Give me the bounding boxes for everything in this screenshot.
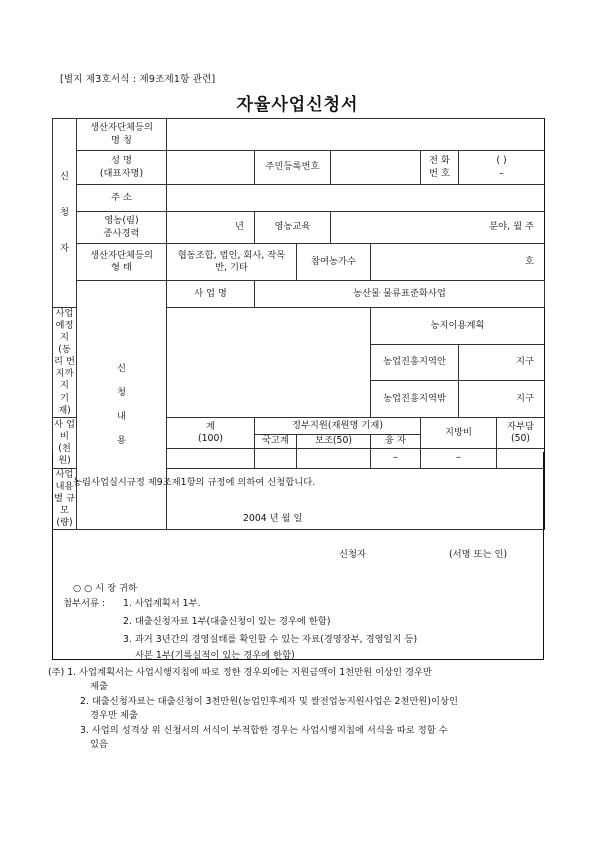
farming-years-field[interactable]: 년 xyxy=(167,212,255,244)
zone-outside-label: 농업진흥지역밖 xyxy=(371,381,459,418)
attachment-item: 2. 대출신청자료 1부(대출신청이 있는 경우에 한함) xyxy=(123,616,331,627)
farm-education-field[interactable]: 분야, 월 주 xyxy=(331,212,545,244)
phone-field[interactable]: ( ) – xyxy=(459,151,545,185)
participants-label: 참여농가수 xyxy=(297,244,371,281)
local-fund-label: 지방비 xyxy=(421,417,497,448)
subsidy-label: 보조(50) xyxy=(297,434,371,448)
zone-inside-label: 농업진흥지역안 xyxy=(371,344,459,381)
land-plan-label: 농지이용계획 xyxy=(371,308,545,345)
phone-label: 전 화 번 호 xyxy=(421,151,459,185)
project-site-field[interactable] xyxy=(167,308,371,418)
note-line: 3. 사업의 성격상 위 신청서의 서식이 부적합한 경우는 사업시행지침에 서식을 따로 정할 수 xyxy=(80,724,448,736)
note-line: 있음 xyxy=(90,739,108,751)
project-site-label: 사업예정지 (동 리 번지까지 기재) xyxy=(54,308,75,416)
note-line: 경우만 제출 xyxy=(90,710,138,722)
farming-career-label: 영농(림) 종사경력 xyxy=(77,212,167,244)
cost-total-label: 계 (100) xyxy=(167,417,255,448)
application-date[interactable]: 2004 년 월 일 xyxy=(243,513,303,524)
form-title: 자율사업신청서 xyxy=(236,95,359,115)
project-section-label: 신 청 내 용 xyxy=(77,281,167,530)
project-scale-label: 사업내용별 규모 (량) xyxy=(54,468,75,529)
representative-name-field[interactable] xyxy=(167,151,255,185)
self-burden-label: 자부담 (50) xyxy=(497,417,545,448)
project-name-label: 사 업 명 xyxy=(167,281,255,308)
group-type-label: 생산자단체등의 형 태 xyxy=(77,244,167,281)
group-type-options[interactable]: 협동조합, 법인, 회사, 작목 반, 기타 xyxy=(167,244,297,281)
applicant-label: 신청자 xyxy=(339,549,366,560)
address-label: 주 소 xyxy=(77,185,167,212)
applicant-section-label: 신 청 자 xyxy=(53,119,77,308)
sign-or-seal-label[interactable]: (서명 또는 인) xyxy=(449,549,508,560)
zone-inside-field[interactable]: 지구 xyxy=(459,344,545,381)
loan-field[interactable]: – xyxy=(371,448,421,468)
farm-education-label: 영농교육 xyxy=(255,212,331,244)
attachments-title: 첨부서류 : xyxy=(63,598,106,609)
note-line: 제출 xyxy=(90,681,108,693)
note-line: 2. 대출신청자료는 대출신청이 3천만원(농업인후계자 및 쌀전업농지원사업은 2천만원)이상인 xyxy=(80,695,458,707)
gov-support-label: 정부지원(재원명 기재) xyxy=(255,417,421,434)
application-statement: 농림사업실시규정 제9조제1항의 규정에 의하여 신청합니다. xyxy=(73,477,316,488)
national-total-label: 국고계 xyxy=(255,434,297,448)
resident-number-field[interactable] xyxy=(331,151,421,185)
attachment-item: 3. 과거 3년간의 경영실태를 확인할 수 있는 자료(경영장부, 경영일지 등) xyxy=(123,634,418,645)
form-reference: [별지 제3호서식 : 제9조제1항 관련] xyxy=(60,74,216,85)
addressee: ○ ○ 시 장 귀하 xyxy=(73,583,137,594)
representative-name-label: 성 명 (대표자명) xyxy=(77,151,167,185)
participants-field[interactable]: 호 xyxy=(371,244,545,281)
notes xyxy=(48,666,544,752)
local-fund-field[interactable]: – xyxy=(421,448,497,468)
signature-box xyxy=(52,452,544,660)
group-name-field[interactable] xyxy=(167,119,545,151)
resident-number-label: 주민등록번호 xyxy=(255,151,331,185)
project-name-field[interactable]: 농산물 물류표준화사업 xyxy=(255,281,545,308)
group-name-label: 생산자단체등의 명 칭 xyxy=(77,119,167,151)
loan-label: 융 자 xyxy=(371,434,421,448)
attachment-item: 사본 1부(기록실적이 있는 경우에 한함) xyxy=(135,650,295,661)
attachment-item: 1. 사업계획서 1부. xyxy=(123,598,201,609)
address-field[interactable] xyxy=(167,185,545,212)
note-line: (주) 1. 사업계획서는 사업시행지침에 따로 정한 경우외에는 지원금액이 1천만원 이상인 경우만 xyxy=(48,667,432,678)
zone-outside-field[interactable]: 지구 xyxy=(459,381,545,418)
project-cost-label: 사 업 비 (천 원) xyxy=(53,417,77,468)
